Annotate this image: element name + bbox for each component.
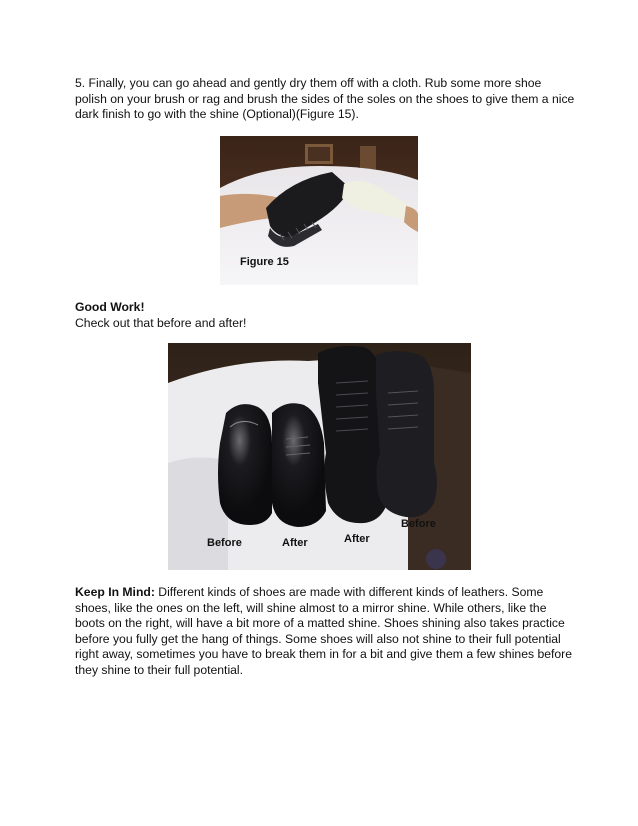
figure-15-caption: Figure 15 xyxy=(240,256,289,268)
after-label-right: After xyxy=(344,533,370,545)
before-label-right: Before xyxy=(401,518,436,530)
good-work-paragraph xyxy=(75,300,575,331)
keep-in-mind-text: Different kinds of shoes are made with different kinds of leathers. Some shoes, like the ones on the left, will shine almost to a mirror shine. While others, like the boots on the right, will have a bit more of a matted shine. Shoes shining also takes practice before you fully get the hang of things. Some shoes will also not shine to their full potential right away, sometimes you have to break them in for a bit and give them a few shines before they shine to their full potential. xyxy=(75,585,573,677)
step-5-paragraph xyxy=(75,76,575,123)
after-label-left: After xyxy=(282,537,308,549)
before-after-photo xyxy=(168,343,471,570)
before-label-left: Before xyxy=(207,537,242,549)
keep-in-mind-paragraph xyxy=(75,585,575,678)
before-after-image xyxy=(168,343,471,570)
step-5-text: 5. Finally, you can go ahead and gently dry them off with a cloth. Rub some more shoe polish on your brush or rag and brush the sides of the soles on the shoes to give them a nice dark finish to go with the shine (Optional)(Figure 15). xyxy=(75,76,575,121)
keep-in-mind-heading: Keep In Mind: xyxy=(75,585,155,599)
good-work-heading: Good Work! xyxy=(75,300,145,314)
good-work-text: Check out that before and after! xyxy=(75,315,247,330)
